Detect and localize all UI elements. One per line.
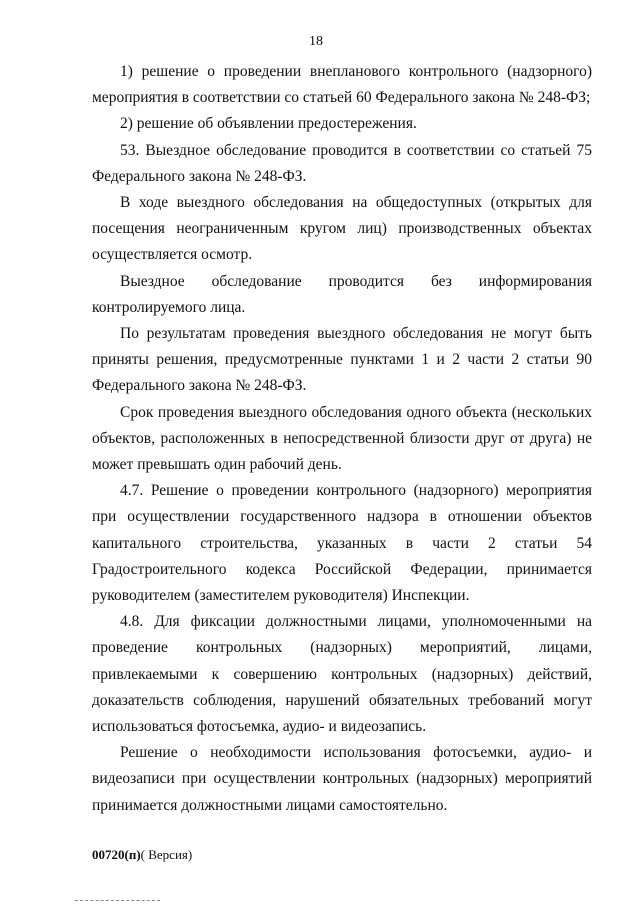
paragraph-inspection-objects: В ходе выездного обследования на общедоступных (открытых для посещения неограниченным кругом лиц) производственных объектах осуществляется осмотр.: [92, 194, 592, 264]
paragraph-decision-unscheduled: 1) решение о проведении внепланового контрольного (надзорного) мероприятия в соответствии со статьей 60 Федерального закона № 248-ФЗ;: [92, 63, 592, 107]
page-number: 18: [309, 34, 323, 49]
paragraph-4-7: 4.7. Решение о проведении контрольного (надзорного) мероприятия при осуществлении государственного надзора в отношении объектов капитального строительства, указанных в части 2 статьи 54 Градостроительного кодекса Российской Федерации, принимается руководителем (заместителем руководителя) Инспекции.: [92, 482, 592, 605]
document-code-number: 00720(п): [92, 847, 141, 862]
document-version: ( Версия): [140, 847, 193, 862]
paragraph-decision-warning: 2) решение об объявлении предостережения.: [120, 115, 417, 133]
paragraph-results: По результатам проведения выездного обследования не могут быть приняты решения, предусмотренные пунктами 1 и 2 части 2 статьи 90 Федерального закона № 248-ФЗ.: [92, 325, 592, 395]
paragraph-53: 53. Выездное обследование проводится в соответствии со статьей 75 Федерального закона № 248-ФЗ.: [92, 141, 592, 185]
footer-divider: [75, 900, 160, 901]
document-code: [92, 847, 192, 863]
paragraph-no-notification: Выездное обследование проводится без информирования контролируемого лица.: [92, 272, 592, 316]
paragraph-duration: Срок проведения выездного обследования одного объекта (нескольких объектов, расположенных в непосредственной близости друг от друга) не может превышать один рабочий день.: [92, 403, 592, 474]
document-body: [92, 59, 592, 819]
paragraph-recording-decision: Решение о необходимости использования фотосъемки, аудио- и видеозаписи при осуществлении контрольных (надзорных) мероприятий принимается должностными лицами самостоятельно.: [92, 744, 592, 814]
paragraph-4-8: 4.8. Для фиксации должностными лицами, уполномоченными на проведение контрольных (надзорных) мероприятий, лицами, привлекаемыми к совершению контрольных (надзорных) действий, доказательств соблюдения, нарушений обязательных требований могут использоваться фотосъемка, аудио- и видеозапись.: [92, 613, 592, 736]
